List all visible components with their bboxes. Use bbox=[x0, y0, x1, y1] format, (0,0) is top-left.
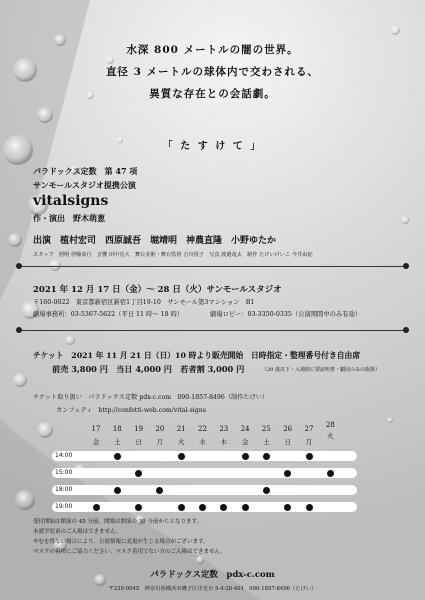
performance-dot bbox=[306, 504, 313, 511]
schedule-weekday: 月 bbox=[305, 438, 313, 446]
schedule-weekday: 日 bbox=[284, 438, 291, 446]
schedule-date: 18 bbox=[112, 425, 122, 433]
schedule-weekday: 火 bbox=[327, 432, 334, 440]
performance-dot bbox=[135, 470, 142, 477]
ticket-contact-confetti: カンフェティ http://confetti-web.com/vital-signs bbox=[56, 407, 206, 414]
notice-1: 受付開始は開演の 45 分前、開場は開演の 30 分前からとなります。 bbox=[33, 519, 203, 525]
performance-dot bbox=[199, 504, 206, 511]
direction-credit: 作・演出 野木萌葱 bbox=[33, 213, 105, 223]
schedule-weekday: 土 bbox=[263, 438, 270, 446]
cast-list: 出演 植村宏司 西原誠吾 堀靖明 神農直隆 小野ゆたか bbox=[33, 236, 277, 246]
intro-line-1: 水深 800 メートルの闇の世界。 bbox=[126, 44, 299, 56]
schedule-weekday: 月 bbox=[156, 438, 164, 446]
performance-dot bbox=[178, 453, 185, 460]
performance-dot bbox=[242, 453, 249, 460]
performance-dot bbox=[263, 453, 270, 460]
schedule-time: 18:00 bbox=[55, 486, 73, 493]
footer-org: パラドックス定数 pdx-c.com bbox=[150, 570, 275, 580]
venue-address: 〒160-0022 東京都新宿区新宿1丁目19-10 サンモール第3マンション B1 bbox=[33, 299, 255, 306]
schedule-date: 23 bbox=[219, 425, 229, 433]
ticket-prices: 前売 3,800 円 当日 4,000 円 若者割 3,000 円 bbox=[52, 364, 245, 374]
performance-dot bbox=[156, 487, 163, 494]
performance-dot bbox=[306, 453, 313, 460]
price-note: （20 歳以下・入場時に要証明書・劇団のみの取扱） bbox=[262, 367, 380, 373]
schedule-date: 21 bbox=[176, 425, 186, 433]
schedule-date: 24 bbox=[240, 425, 250, 433]
schedule-time: 14:00 bbox=[55, 452, 73, 459]
performance-dot bbox=[114, 487, 121, 494]
schedule-weekday: 火 bbox=[177, 438, 185, 446]
performance-dot bbox=[93, 504, 100, 511]
performance-dot bbox=[135, 504, 142, 511]
run-dates: 2021 年 12 月 17 日（金）～ 28 日（火）サンモールスタジオ bbox=[33, 285, 282, 295]
notice-2: 未就学児童のご入場はできません。 bbox=[33, 529, 122, 535]
schedule-time: 15:00 bbox=[55, 469, 73, 476]
schedule-date: 22 bbox=[198, 425, 207, 433]
play-title: vitalsigns bbox=[33, 193, 109, 209]
schedule-row bbox=[52, 468, 357, 478]
staff-list: スタッフ 照明 伊藤泰行 音響 田中亮大 舞台美術・舞台監督 吉川悦子 写真 渡邉竜太 制作 たけいけいこ 今井由紀 bbox=[33, 252, 313, 258]
schedule-weekday: 水 bbox=[199, 438, 206, 446]
schedule-date: 28 bbox=[325, 421, 335, 429]
performance-dot bbox=[284, 504, 291, 511]
schedule-weekday: 金 bbox=[92, 438, 100, 446]
notice-3: やむを得ない場合により、公演情報に変更が生じる場合がございます。 bbox=[33, 539, 209, 545]
schedule-date: 19 bbox=[134, 425, 144, 433]
footer-address: 〒235-0045 神奈川県横浜市磯子区洋光台 5-4-28-401 090-1857-8496（たけい） bbox=[108, 586, 317, 592]
performance-dot bbox=[114, 453, 121, 460]
schedule-date: 20 bbox=[155, 425, 165, 433]
series-label: パラドックス定数 第 47 項 bbox=[33, 166, 138, 176]
partner-label: サンモールスタジオ提携公演 bbox=[33, 180, 136, 190]
schedule-date: 26 bbox=[283, 425, 293, 433]
tagline: 「 た す け て 」 bbox=[162, 141, 263, 152]
schedule-weekday: 木 bbox=[220, 438, 228, 446]
performance-dot bbox=[284, 470, 291, 477]
schedule-weekday: 日 bbox=[135, 438, 142, 446]
office-phone: 劇場事務所：03-5367-5622（平日 11 時～ 18 時） bbox=[33, 311, 184, 318]
intro-line-3: 異質な存在との会話劇。 bbox=[149, 88, 276, 100]
schedule-weekday: 金 bbox=[241, 438, 249, 446]
performance-dot bbox=[220, 504, 227, 511]
schedule-weekday: 土 bbox=[114, 438, 121, 446]
performance-dot bbox=[242, 504, 249, 511]
ticket-contact-pdx: チケット取り扱い パラドックス定数 pdx-c.com 090-1857-8496（制作たけい） bbox=[33, 394, 269, 401]
schedule-date: 17 bbox=[91, 425, 101, 433]
lobby-phone: 劇場ロビー：03-3350-0335（公演期間中のみ有効） bbox=[210, 311, 362, 318]
performance-dot bbox=[263, 487, 270, 494]
performance-dot bbox=[327, 470, 334, 477]
performance-dot bbox=[178, 504, 185, 511]
schedule-row bbox=[52, 485, 357, 495]
schedule-date: 25 bbox=[261, 425, 271, 433]
intro-line-2: 直径 3 メートルの球体内で交わされる、 bbox=[105, 66, 320, 78]
notice-4: マスクの着用にご協力ください。マスク着用でない方のご入場はできません。 bbox=[33, 549, 226, 555]
schedule-date: 27 bbox=[304, 425, 314, 433]
ticket-sale: チケット 2021 年 11 月 21 日（日）10 時より販売開始 日時指定・整理番号付き自由席 bbox=[33, 351, 361, 360]
schedule-time: 19:00 bbox=[55, 503, 73, 510]
